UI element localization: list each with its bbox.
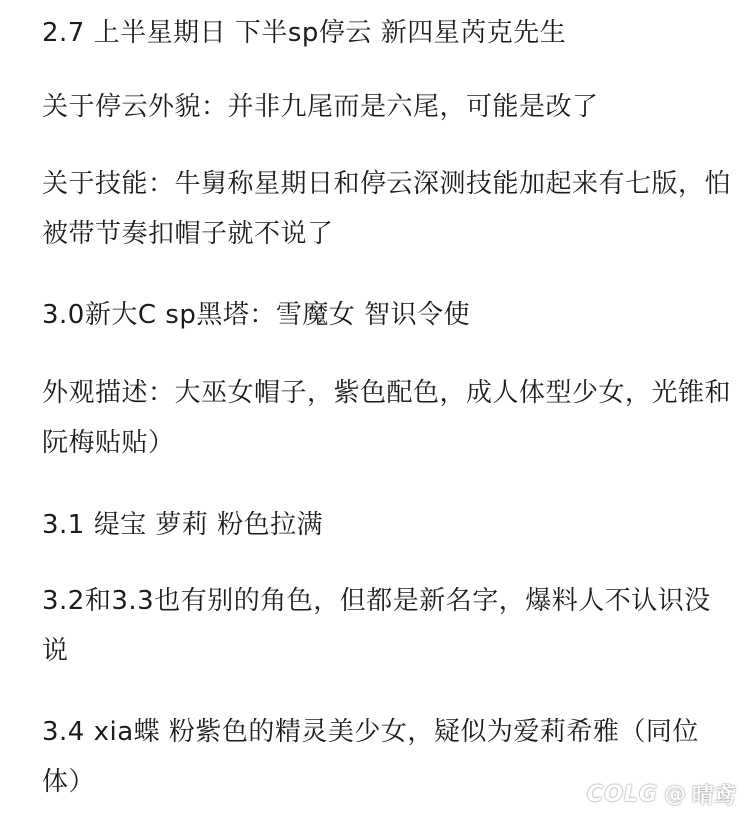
paragraph-tingyun-appearance: 关于停云外貌：并非九尾而是六尾，可能是改了 [42, 92, 599, 122]
paragraph-3-0: 3.0新大C sp黑塔：雪魔女 智识令使 [42, 300, 471, 330]
watermark-logo: COLG [587, 782, 658, 807]
paragraph-appearance-description: 外观描述：大巫女帽子，紫色配色，成人体型少女，光锥和阮梅贴贴） [42, 378, 732, 458]
paragraph-3-1: 3.1 缇宝 萝莉 粉色拉满 [42, 510, 324, 540]
paragraph-3-2-3-3: 3.2和3.3也有别的角色，但都是新名字，爆料人不认识没说 [42, 586, 711, 666]
watermark [587, 779, 736, 810]
watermark-author: 晴鸢 [691, 784, 736, 809]
paragraph-3-4: 3.4 xia蝶 粉紫色的精灵美少女，疑似为爱莉希雅（同位体） [42, 717, 699, 797]
paragraph-skills: 关于技能：牛舅称星期日和停云深测技能加起来有七版，怕被带节奏扣帽子就不说了 [42, 169, 732, 249]
watermark-at: @ [663, 782, 686, 807]
paragraph-2-7: 2.7 上半星期日 下半sp停云 新四星芮克先生 [42, 18, 567, 48]
